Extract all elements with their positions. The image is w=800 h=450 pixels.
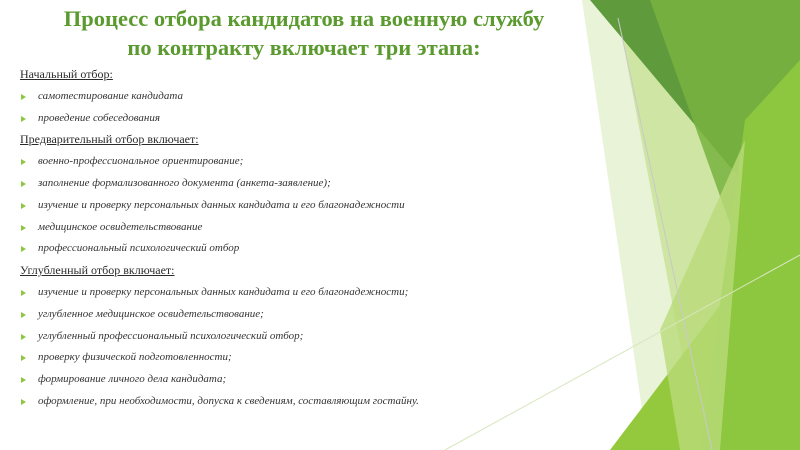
list-item-text: изучение и проверку персональных данных кандидата и его благонадежности;: [38, 285, 409, 298]
list-item: [20, 86, 580, 108]
triangle-bullet-icon: [21, 94, 26, 100]
section-heading: Углубленный отбор включает:: [20, 263, 175, 278]
list-item: [20, 391, 580, 413]
section-list: [20, 86, 580, 130]
list-item-text: оформление, при необходимости, допуска к сведениям, составляющим гостайну.: [38, 394, 419, 407]
list-item-text: углубленный профессиональный психологический отбор;: [38, 329, 304, 342]
list-item-text: самотестирование кандидата: [38, 89, 183, 102]
list-item-text: военно-профессиональное ориентирование;: [38, 155, 244, 168]
list-item-text: профессиональный психологический отбор: [38, 242, 240, 255]
list-item: [20, 282, 580, 304]
section-initial-selection: [20, 64, 580, 129]
section-list: [20, 151, 580, 260]
list-item-text: проверку физической подготовленности;: [38, 351, 232, 364]
slide-title-line-1: Процесс отбора кандидатов на военную службу: [63, 6, 545, 31]
section-in-depth-selection: [20, 260, 580, 413]
list-item: [20, 217, 580, 239]
list-item: [20, 173, 580, 195]
triangle-bullet-icon: [21, 355, 26, 361]
triangle-bullet-icon: [21, 246, 26, 252]
triangle-bullet-icon: [21, 203, 26, 209]
list-item: [20, 238, 580, 260]
triangle-bullet-icon: [21, 290, 26, 296]
section-preliminary-selection: [20, 129, 580, 260]
list-item-text: заполнение формализованного документа (анкета-заявление);: [38, 176, 331, 189]
slide-title-line-2: по контракту включает три этапа:: [127, 35, 481, 60]
section-heading: Начальный отбор:: [20, 67, 113, 81]
list-item-text: изучение и проверку персональных данных кандидата и его благонадежности: [38, 198, 405, 211]
triangle-bullet-icon: [21, 377, 26, 383]
list-item-text: проведение собеседования: [38, 111, 160, 124]
slide-title: [18, 4, 590, 62]
section-heading: Предварительный отбор включает:: [20, 132, 199, 147]
triangle-bullet-icon: [21, 334, 26, 340]
section-list: [20, 282, 580, 413]
triangle-bullet-icon: [21, 181, 26, 187]
list-item: [20, 304, 580, 326]
list-item: [20, 369, 580, 391]
triangle-bullet-icon: [21, 116, 26, 122]
triangle-bullet-icon: [21, 159, 26, 165]
list-item: [20, 108, 580, 130]
triangle-bullet-icon: [21, 399, 26, 405]
list-item: [20, 326, 580, 348]
triangle-bullet-icon: [21, 225, 26, 231]
list-item: [20, 195, 580, 217]
slide-content: [20, 64, 580, 413]
list-item-text: углубленное медицинское освидетельствование;: [38, 307, 264, 320]
list-item-text: формирование личного дела кандидата;: [38, 373, 227, 386]
triangle-bullet-icon: [21, 312, 26, 318]
list-item: [20, 347, 580, 369]
list-item: [20, 151, 580, 173]
list-item-text: медицинское освидетельствование: [38, 220, 203, 233]
